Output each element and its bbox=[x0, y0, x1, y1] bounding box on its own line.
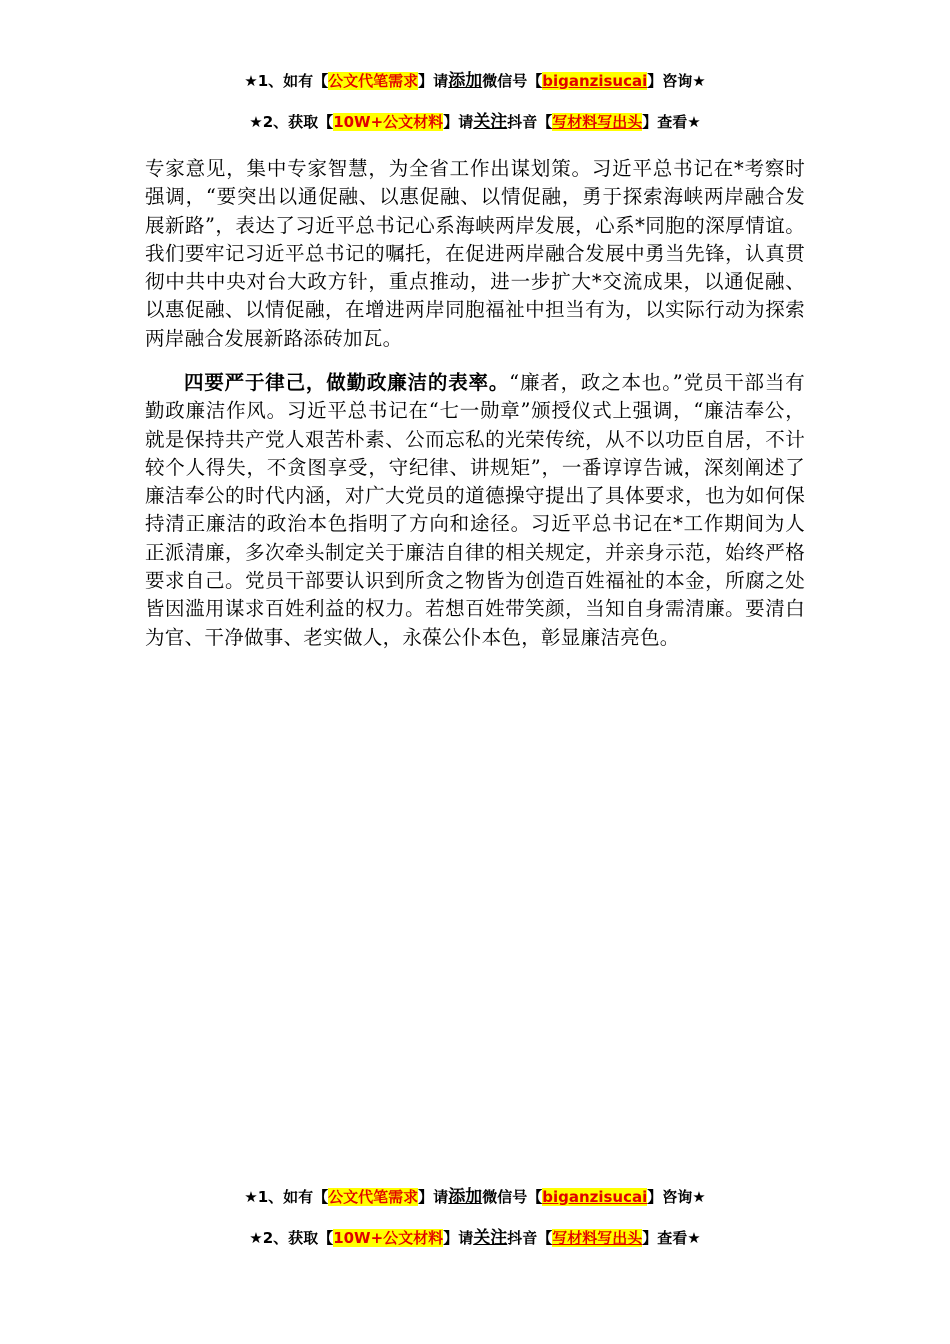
banner-emphasis: 关注 bbox=[473, 112, 508, 132]
banner-highlight: 10W+公文材料 bbox=[333, 1229, 444, 1247]
douyin-account-link[interactable]: 写材料写出头 bbox=[552, 113, 643, 131]
banner-highlight: 公文代笔需求 bbox=[328, 1188, 419, 1206]
banner-text: 抖音【 bbox=[507, 1229, 553, 1247]
banner-text: 】查看★ bbox=[642, 113, 701, 131]
banner-text: 】请 bbox=[443, 113, 474, 131]
banner-text: 】请 bbox=[418, 72, 449, 90]
banner-text: ★1、如有【 bbox=[244, 1188, 329, 1206]
banner-text: ★2、获取【 bbox=[249, 1229, 334, 1247]
footer-banner-line-2 bbox=[0, 1227, 950, 1249]
banner-text: 】请 bbox=[443, 1229, 474, 1247]
wechat-id-link[interactable]: biganzisucai bbox=[542, 72, 648, 90]
header-banner-line-2 bbox=[0, 111, 950, 133]
banner-text: 微信号【 bbox=[482, 72, 543, 90]
douyin-account-link[interactable]: 写材料写出头 bbox=[552, 1229, 643, 1247]
banner-emphasis: 添加 bbox=[448, 1187, 483, 1207]
paragraph-lead-heading: 四要严于律己，做勤政廉洁的表率。 bbox=[184, 371, 510, 394]
banner-text: 】咨询★ bbox=[647, 1188, 706, 1206]
footer-banner-line-1 bbox=[0, 1186, 950, 1208]
body-paragraph-2 bbox=[145, 369, 805, 652]
banner-text: 】咨询★ bbox=[647, 72, 706, 90]
wechat-id-link[interactable]: biganzisucai bbox=[542, 1188, 648, 1206]
banner-highlight: 公文代笔需求 bbox=[328, 72, 419, 90]
banner-text: ★1、如有【 bbox=[244, 72, 329, 90]
banner-text: ★2、获取【 bbox=[249, 113, 334, 131]
paragraph-body-text: “廉者，政之本也。”党员干部当有勤政廉洁作风。习近平总书记在“七一勋章”颁授仪式上强调，“廉洁奉公，就是保持共产党人艰苦朴素、公而忘私的光荣传统，从不以功臣自居，不计较个人得失，不贪图享受，守纪律、讲规矩”，一番谆谆告诫，深刻阐述了廉洁奉公的时代内涵，对广大党员的道德操守提出了具体要求，也为如何保持清正廉洁的政治本色指明了方向和途径。习近平总书记在*工作期间为人正派清廉，多次牵头制定关于廉洁自律的相关规定，并亲身示范，始终严格要求自己。党员干部要认识到所贪之物皆为创造百姓福祉的本金，所腐之处皆因滥用谋求百姓利益的权力。若想百姓带笑颜，当知自身需清廉。要清白为官、干净做事、老实做人，永葆公仆本色，彰显廉洁亮色。 bbox=[145, 371, 805, 649]
banner-text: 抖音【 bbox=[507, 113, 553, 131]
banner-text: 】查看★ bbox=[642, 1229, 701, 1247]
banner-emphasis: 添加 bbox=[448, 71, 483, 91]
banner-highlight: 10W+公文材料 bbox=[333, 113, 444, 131]
header-banner-line-1 bbox=[0, 70, 950, 92]
banner-text: 微信号【 bbox=[482, 1188, 543, 1206]
body-paragraph-1: 专家意见，集中专家智慧，为全省工作出谋划策。习近平总书记在*考察时强调，“要突出以通促融、以惠促融、以情促融，勇于探索海峡两岸融合发展新路”，表达了习近平总书记心系海峡两岸发展，心系*同胞的深厚情谊。我们要牢记习近平总书记的嘱托，在促进两岸融合发展中勇当先锋，认真贯彻中共中央对台大政方针，重点推动，进一步扩大*交流成果，以通促融、以惠促融、以情促融，在增进两岸同胞福祉中担当有为，以实际行动为探索两岸融合发展新路添砖加瓦。 bbox=[145, 157, 805, 350]
banner-emphasis: 关注 bbox=[473, 1228, 508, 1248]
banner-text: 】请 bbox=[418, 1188, 449, 1206]
